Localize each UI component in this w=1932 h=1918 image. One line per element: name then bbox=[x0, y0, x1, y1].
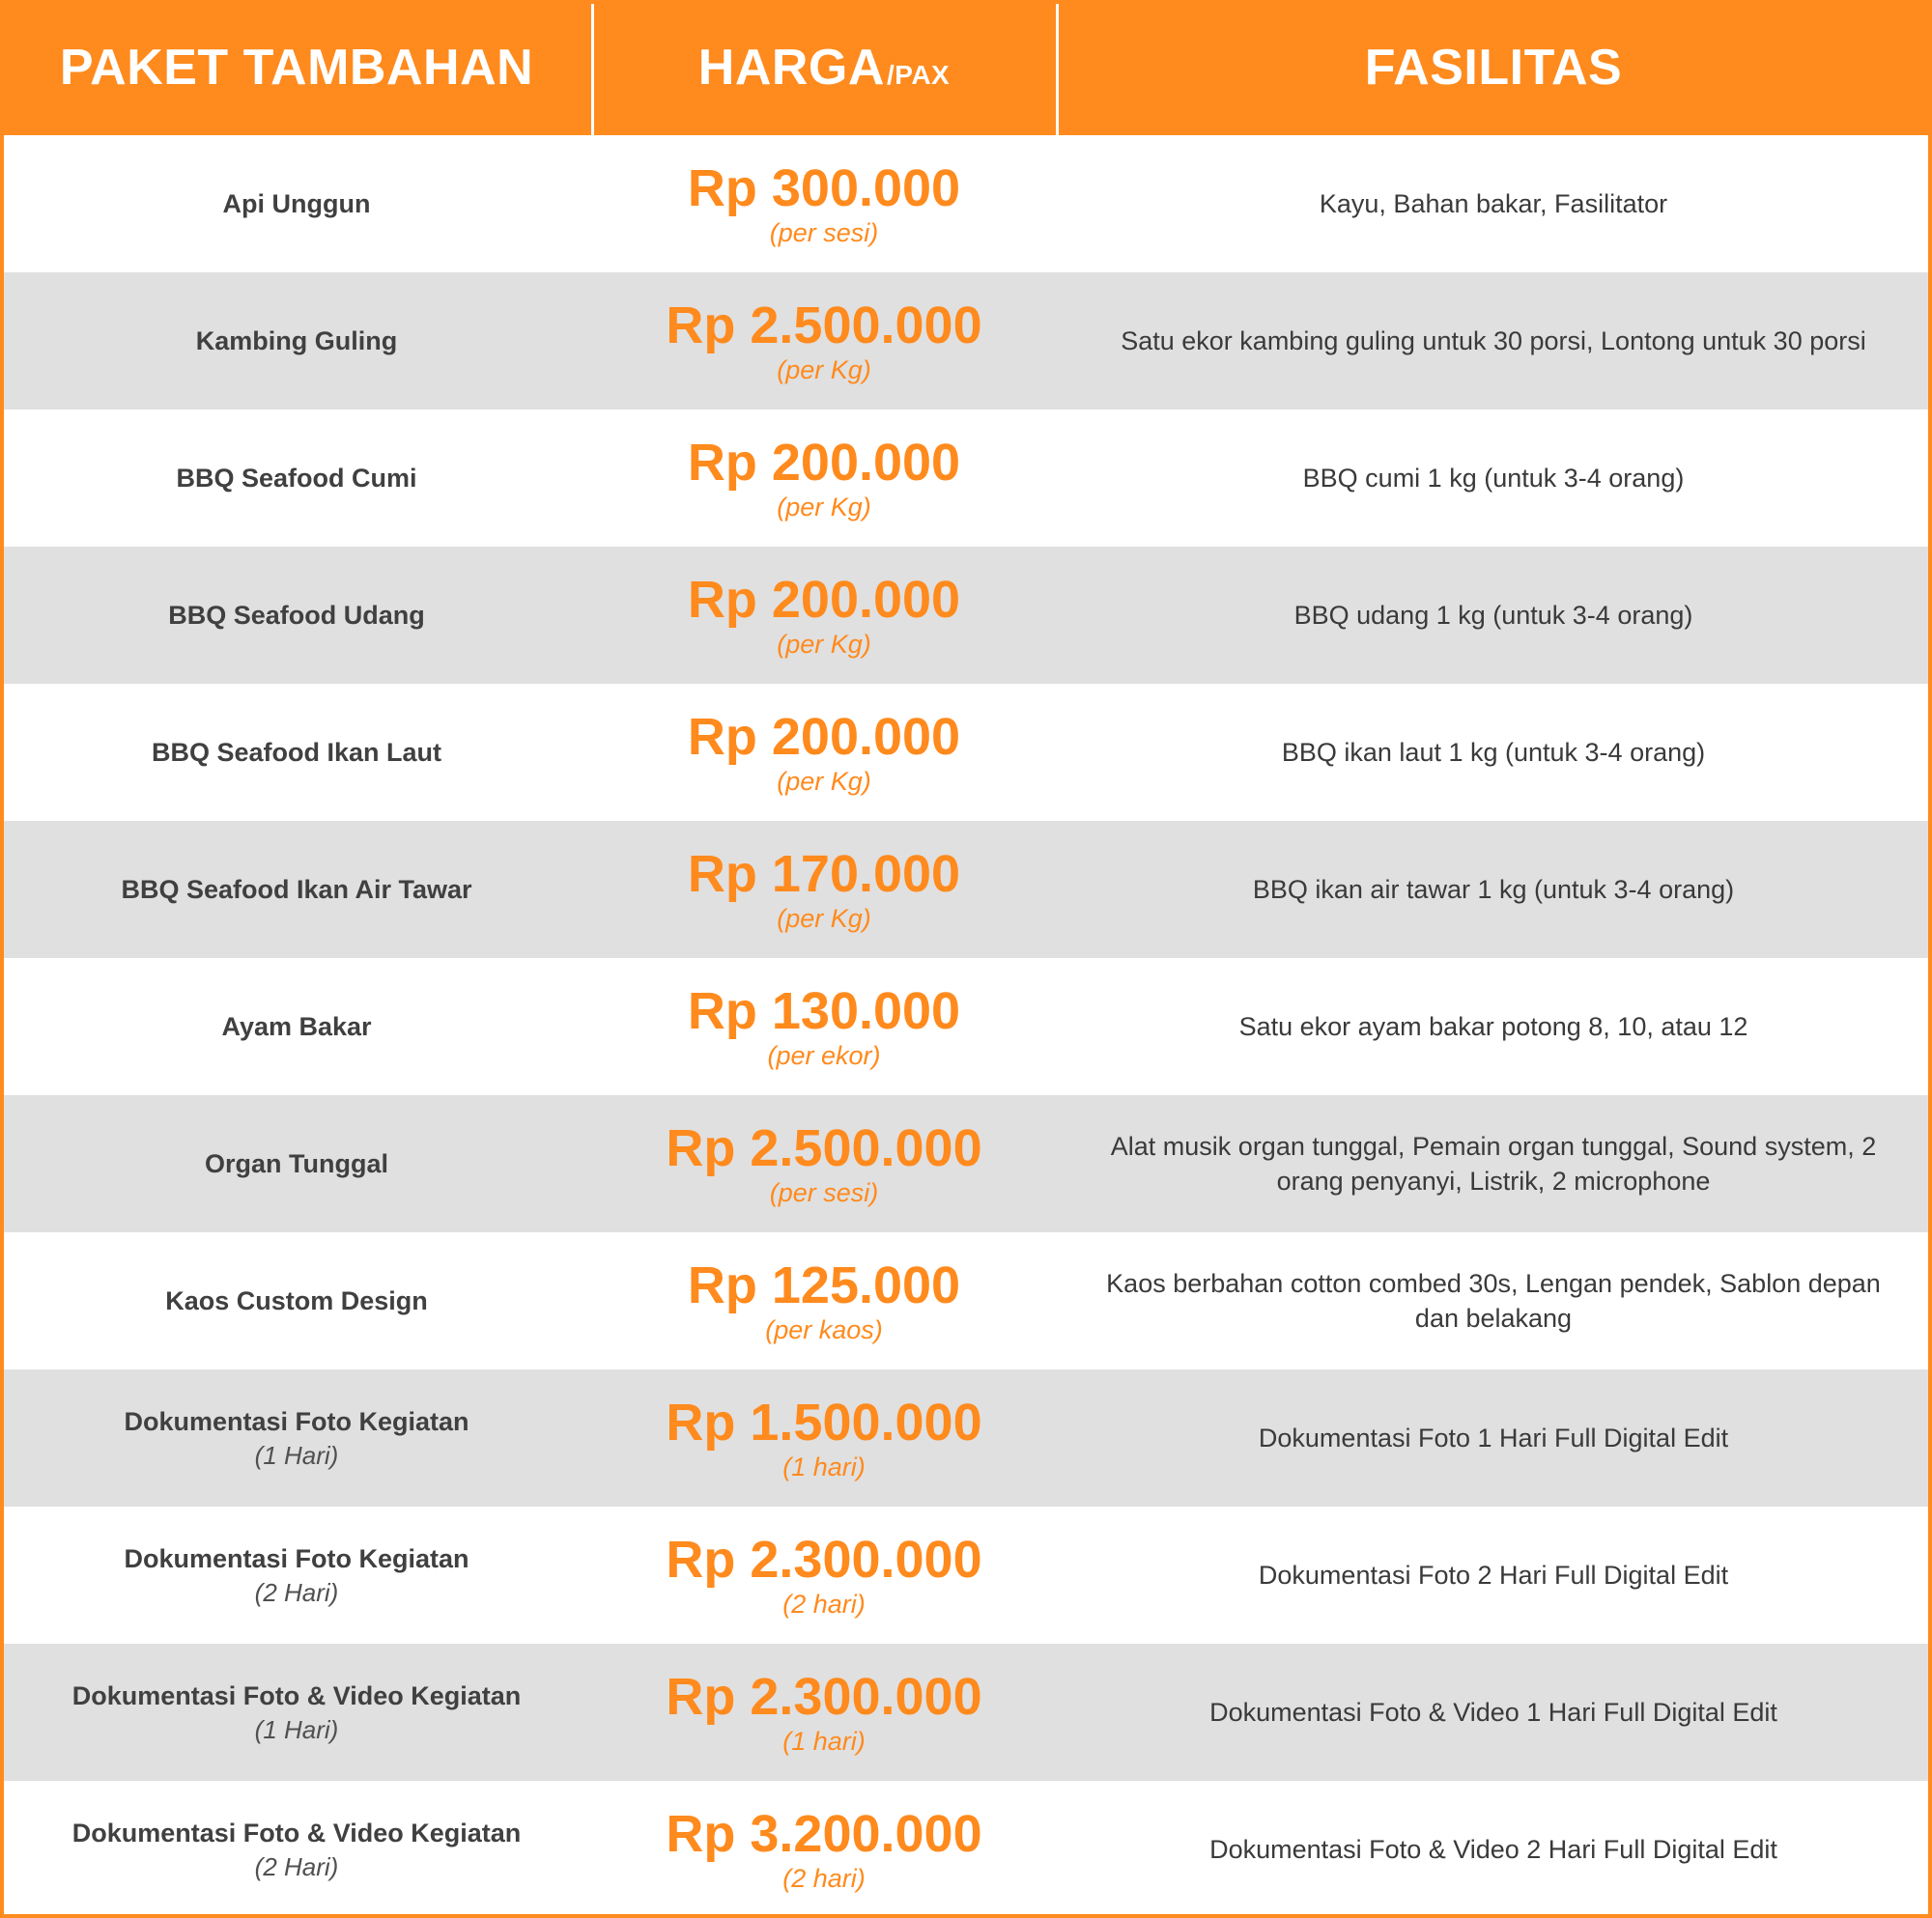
facilities-cell bbox=[1059, 135, 1928, 272]
facilities-cell bbox=[1059, 272, 1928, 409]
package-name-cell bbox=[4, 1369, 589, 1507]
package-name-cell bbox=[4, 684, 589, 821]
facilities-text: Dokumentasi Foto & Video 2 Hari Full Digital Edit bbox=[1209, 1835, 1777, 1864]
table-row bbox=[4, 272, 1928, 409]
package-name-cell bbox=[4, 1507, 589, 1644]
price-unit: (per Kg) bbox=[777, 493, 871, 522]
facilities-cell bbox=[1059, 1644, 1928, 1781]
table-row bbox=[4, 958, 1928, 1095]
facilities-cell bbox=[1059, 547, 1928, 684]
price-value: Rp 3.200.000 bbox=[666, 1805, 982, 1863]
package-duration: (1 Hari) bbox=[254, 1715, 339, 1744]
header-fasilitas-label: FASILITAS bbox=[1364, 40, 1623, 96]
price-value: Rp 200.000 bbox=[687, 708, 961, 766]
price-value: Rp 2.500.000 bbox=[666, 296, 982, 354]
price-cell bbox=[593, 1232, 1055, 1369]
price-cell bbox=[593, 409, 1055, 547]
table-row bbox=[4, 1507, 1928, 1644]
table-body bbox=[4, 135, 1928, 1918]
price-unit: (per sesi) bbox=[769, 218, 879, 247]
package-name: BBQ Seafood Ikan Air Tawar bbox=[121, 875, 472, 904]
price-unit: (per Kg) bbox=[777, 355, 871, 384]
facilities-cell bbox=[1059, 1232, 1928, 1369]
package-name: Organ Tunggal bbox=[205, 1149, 388, 1178]
price-unit: (per sesi) bbox=[769, 1178, 879, 1207]
facilities-text: BBQ udang 1 kg (untuk 3-4 orang) bbox=[1293, 601, 1693, 630]
facilities-cell bbox=[1059, 1095, 1928, 1232]
header-harga-label: HARGA bbox=[697, 40, 885, 96]
price-cell bbox=[593, 1781, 1055, 1918]
package-name-cell bbox=[4, 1095, 589, 1232]
price-cell bbox=[593, 958, 1055, 1095]
facilities-text: Dokumentasi Foto 1 Hari Full Digital Edit bbox=[1258, 1424, 1729, 1453]
table-row bbox=[4, 1369, 1928, 1507]
package-name: Dokumentasi Foto & Video Kegiatan bbox=[71, 1681, 522, 1710]
package-name-cell bbox=[4, 135, 589, 272]
package-name-cell bbox=[4, 409, 589, 547]
header-paket-tambahan-label: PAKET TAMBAHAN bbox=[59, 40, 534, 96]
facilities-cell bbox=[1059, 1781, 1928, 1918]
price-cell bbox=[593, 547, 1055, 684]
package-duration: (2 Hari) bbox=[254, 1852, 339, 1881]
facilities-cell bbox=[1059, 1507, 1928, 1644]
package-name: BBQ Seafood Ikan Laut bbox=[151, 738, 442, 767]
price-cell bbox=[593, 1507, 1055, 1644]
package-name-cell bbox=[4, 1232, 589, 1369]
package-name: BBQ Seafood Udang bbox=[168, 601, 425, 630]
facilities-text: Dokumentasi Foto & Video 1 Hari Full Digital Edit bbox=[1209, 1698, 1777, 1727]
facilities-cell bbox=[1059, 821, 1928, 958]
package-name: Dokumentasi Foto Kegiatan bbox=[124, 1544, 469, 1573]
package-name: Kaos Custom Design bbox=[165, 1286, 428, 1315]
price-cell bbox=[593, 272, 1055, 409]
facilities-cell bbox=[1059, 684, 1928, 821]
package-name: Dokumentasi Foto & Video Kegiatan bbox=[71, 1819, 522, 1847]
table-row bbox=[4, 135, 1928, 272]
facilities-text: Satu ekor ayam bakar potong 8, 10, atau 12 bbox=[1238, 1012, 1748, 1041]
package-name: Ayam Bakar bbox=[221, 1012, 372, 1041]
package-name-cell bbox=[4, 958, 589, 1095]
header-paket-tambahan bbox=[4, 0, 589, 135]
price-cell bbox=[593, 821, 1055, 958]
price-unit: (per Kg) bbox=[777, 904, 871, 933]
price-unit: (per Kg) bbox=[777, 630, 871, 659]
header-fasilitas bbox=[1059, 0, 1928, 135]
price-value: Rp 2.500.000 bbox=[666, 1119, 982, 1177]
price-value: Rp 2.300.000 bbox=[666, 1531, 982, 1589]
package-name-cell bbox=[4, 1644, 589, 1781]
price-value: Rp 130.000 bbox=[687, 982, 961, 1040]
package-name: BBQ Seafood Cumi bbox=[176, 464, 417, 493]
price-unit: (per Kg) bbox=[777, 767, 871, 796]
price-unit: (2 hari) bbox=[782, 1590, 866, 1619]
table-header bbox=[4, 0, 1928, 135]
price-cell bbox=[593, 1095, 1055, 1232]
header-harga-unit: /PAX bbox=[886, 60, 951, 90]
price-value: Rp 125.000 bbox=[687, 1256, 961, 1314]
package-duration: (1 Hari) bbox=[254, 1441, 339, 1470]
package-duration: (2 Hari) bbox=[254, 1578, 339, 1607]
price-value: Rp 200.000 bbox=[687, 571, 961, 629]
price-unit: (2 hari) bbox=[782, 1864, 866, 1893]
facilities-text: BBQ ikan air tawar 1 kg (untuk 3-4 orang) bbox=[1252, 875, 1735, 904]
price-unit: (1 hari) bbox=[782, 1727, 866, 1756]
price-cell bbox=[593, 1369, 1055, 1507]
table-row bbox=[4, 1095, 1928, 1232]
table-row bbox=[4, 1781, 1928, 1918]
table-row bbox=[4, 1232, 1928, 1369]
table-row bbox=[4, 821, 1928, 958]
facilities-text: Kaos berbahan cotton combed 30s, Lengan pendek, Sablon depan dan belakang bbox=[1106, 1269, 1881, 1333]
price-value: Rp 200.000 bbox=[687, 434, 961, 492]
table-row bbox=[4, 684, 1928, 821]
price-value: Rp 2.300.000 bbox=[666, 1668, 982, 1726]
facilities-cell bbox=[1059, 1369, 1928, 1507]
package-name: Api Unggun bbox=[222, 189, 371, 218]
facilities-text: Dokumentasi Foto 2 Hari Full Digital Edit bbox=[1258, 1561, 1729, 1590]
price-cell bbox=[593, 135, 1055, 272]
table-row bbox=[4, 547, 1928, 684]
price-unit: (per ekor) bbox=[767, 1041, 881, 1070]
facilities-text: Satu ekor kambing guling untuk 30 porsi, Lontong untuk 30 porsi bbox=[1121, 326, 1866, 355]
facilities-cell bbox=[1059, 958, 1928, 1095]
facilities-cell bbox=[1059, 409, 1928, 547]
package-name-cell bbox=[4, 821, 589, 958]
facilities-text: BBQ ikan laut 1 kg (untuk 3-4 orang) bbox=[1281, 738, 1706, 767]
price-cell bbox=[593, 684, 1055, 821]
table-row bbox=[4, 409, 1928, 547]
facilities-text: BBQ cumi 1 kg (untuk 3-4 orang) bbox=[1302, 464, 1685, 493]
table-row bbox=[4, 1644, 1928, 1781]
package-name: Kambing Guling bbox=[195, 326, 398, 355]
price-value: Rp 300.000 bbox=[687, 159, 961, 217]
header-harga bbox=[593, 0, 1055, 135]
package-name: Dokumentasi Foto Kegiatan bbox=[124, 1407, 469, 1436]
package-name-cell bbox=[4, 272, 589, 409]
package-name-cell bbox=[4, 547, 589, 684]
price-unit: (1 hari) bbox=[782, 1453, 866, 1481]
price-cell bbox=[593, 1644, 1055, 1781]
package-name-cell bbox=[4, 1781, 589, 1918]
price-value: Rp 1.500.000 bbox=[666, 1394, 982, 1452]
price-value: Rp 170.000 bbox=[687, 845, 961, 903]
facilities-text: Kayu, Bahan bakar, Fasilitator bbox=[1319, 189, 1668, 218]
price-unit: (per kaos) bbox=[765, 1315, 883, 1344]
facilities-text: Alat musik organ tunggal, Pemain organ tunggal, Sound system, 2 orang penyanyi, Listrik, 2 microphone bbox=[1110, 1132, 1877, 1196]
